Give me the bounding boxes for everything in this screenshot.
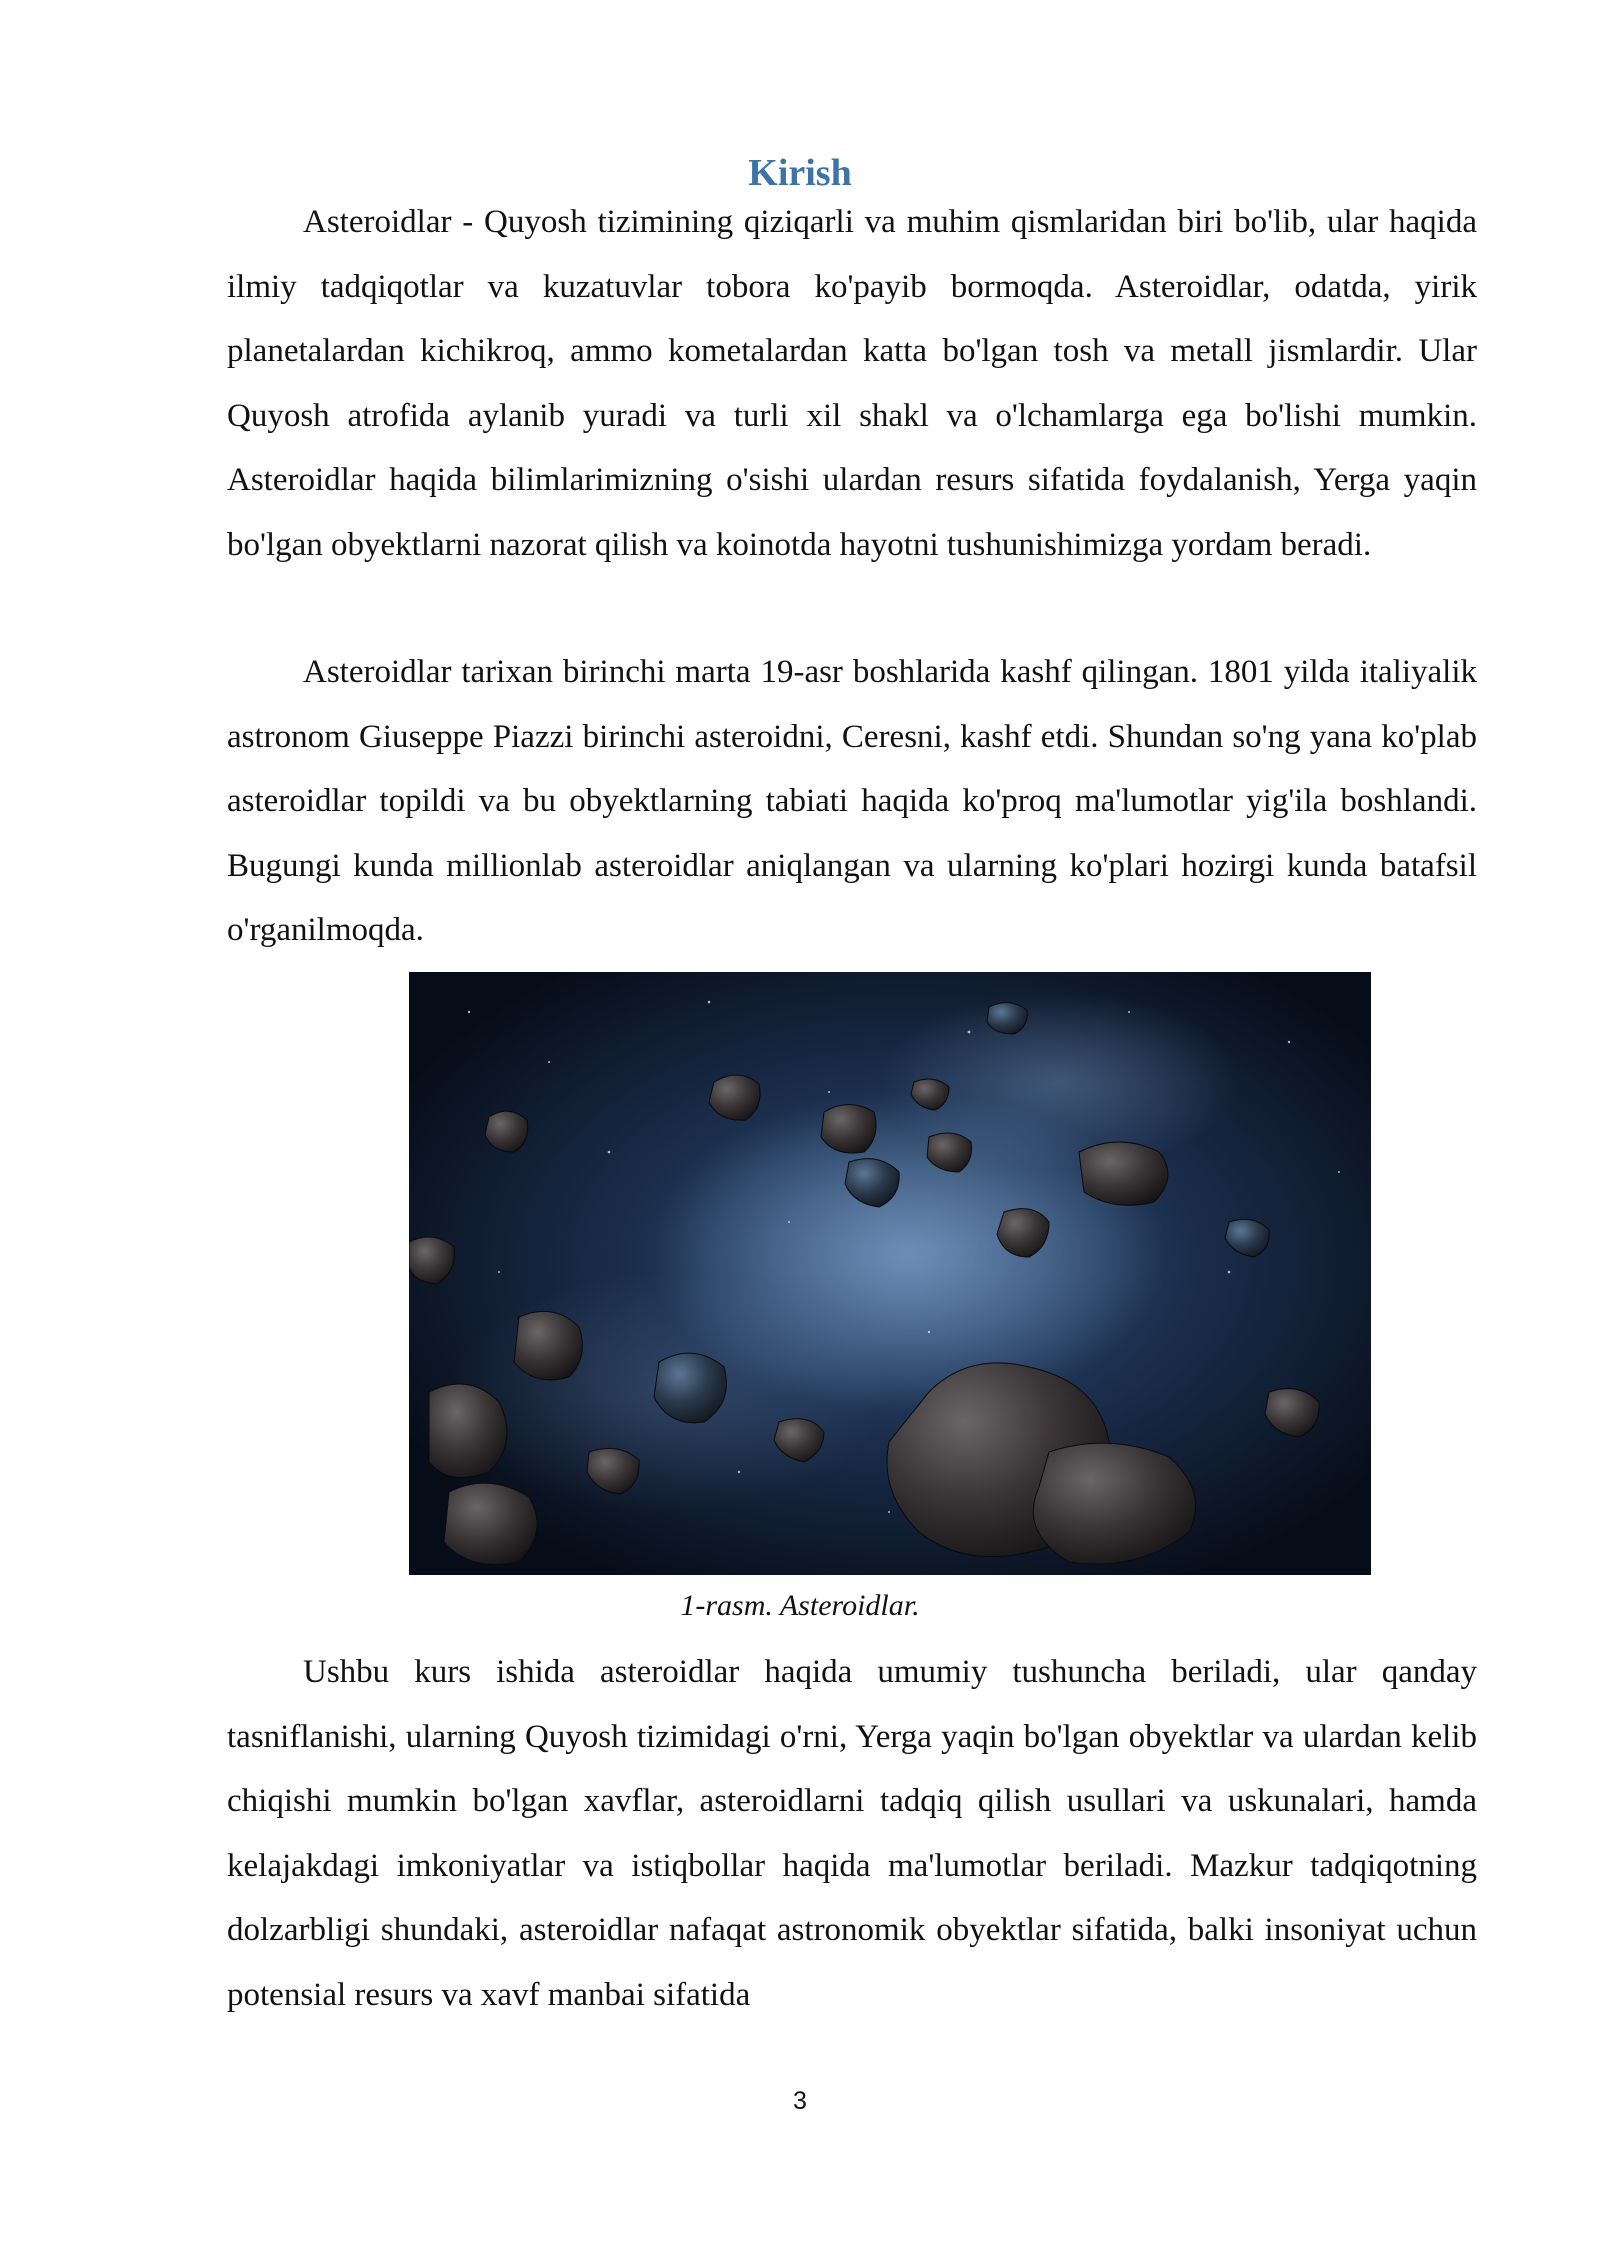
paragraph-intro: Asteroidlar - Quyosh tizimining qiziqarli va muhim qismlaridan biri bo'lib, ular haqida ilmiy tadqiqotlar va kuzatuvlar tobora ko'payib bormoqda. Asteroidlar, odatda, yirik planetalardan kichikroq, ammo kometalardan katta bo'lgan tosh va metall jismlardir. Ular Quyosh atrofida aylanib yuradi va turli xil shakl va o'lchamlarga ega bo'lishi mumkin. Asteroidlar haqida bilimlarimizning o'sishi ulardan resurs sifatida foydalanish, Yerga yaqin bo'lgan obyektlarni nazorat qilish va koinotda hayotni tushunishimizga yordam beradi.: [227, 204, 1477, 563]
page-number: 3: [793, 2087, 807, 2115]
figure-caption: 1-rasm. Asteroidlar.: [680, 1589, 920, 1622]
paragraph-scope: Ushbu kurs ishida asteroidlar haqida umumiy tushuncha beriladi, ular qanday tasniflanishi, ularning Quyosh tizimidagi o'rni, Yerga yaqin bo'lgan obyektlar va ulardan kelib chiqishi mumkin bo'lgan xavflar, asteroidlarni tadqiq qilish usullari va uskunalari, hamda kelajakdagi imkoniyatlar va istiqbollar haqida ma'lumotlar beriladi. Mazkur tadqiqotning dolzarbligi shundaki, asteroidlar nafaqat astronomik obyektlar sifatida, balki insoniyat uchun potensial resurs va xavf manbai sifatida: [227, 1654, 1477, 2013]
asteroids-figure-image: [409, 972, 1371, 1575]
section-heading: Kirish: [748, 152, 852, 194]
paragraph-history: Asteroidlar tarixan birinchi marta 19-asr boshlarida kashf qilingan. 1801 yilda italiyalik astronom Giuseppe Piazzi birinchi asteroidni, Ceresni, kashf etdi. Shundan so'ng yana ko'plab asteroidlar topildi va bu obyektlarning tabiati haqida ko'proq ma'lumotlar yig'ila boshlandi. Bugungi kunda millionlab asteroidlar aniqlangan va ularning ko'plari hozirgi kunda batafsil o'rganilmoqda.: [227, 654, 1477, 949]
